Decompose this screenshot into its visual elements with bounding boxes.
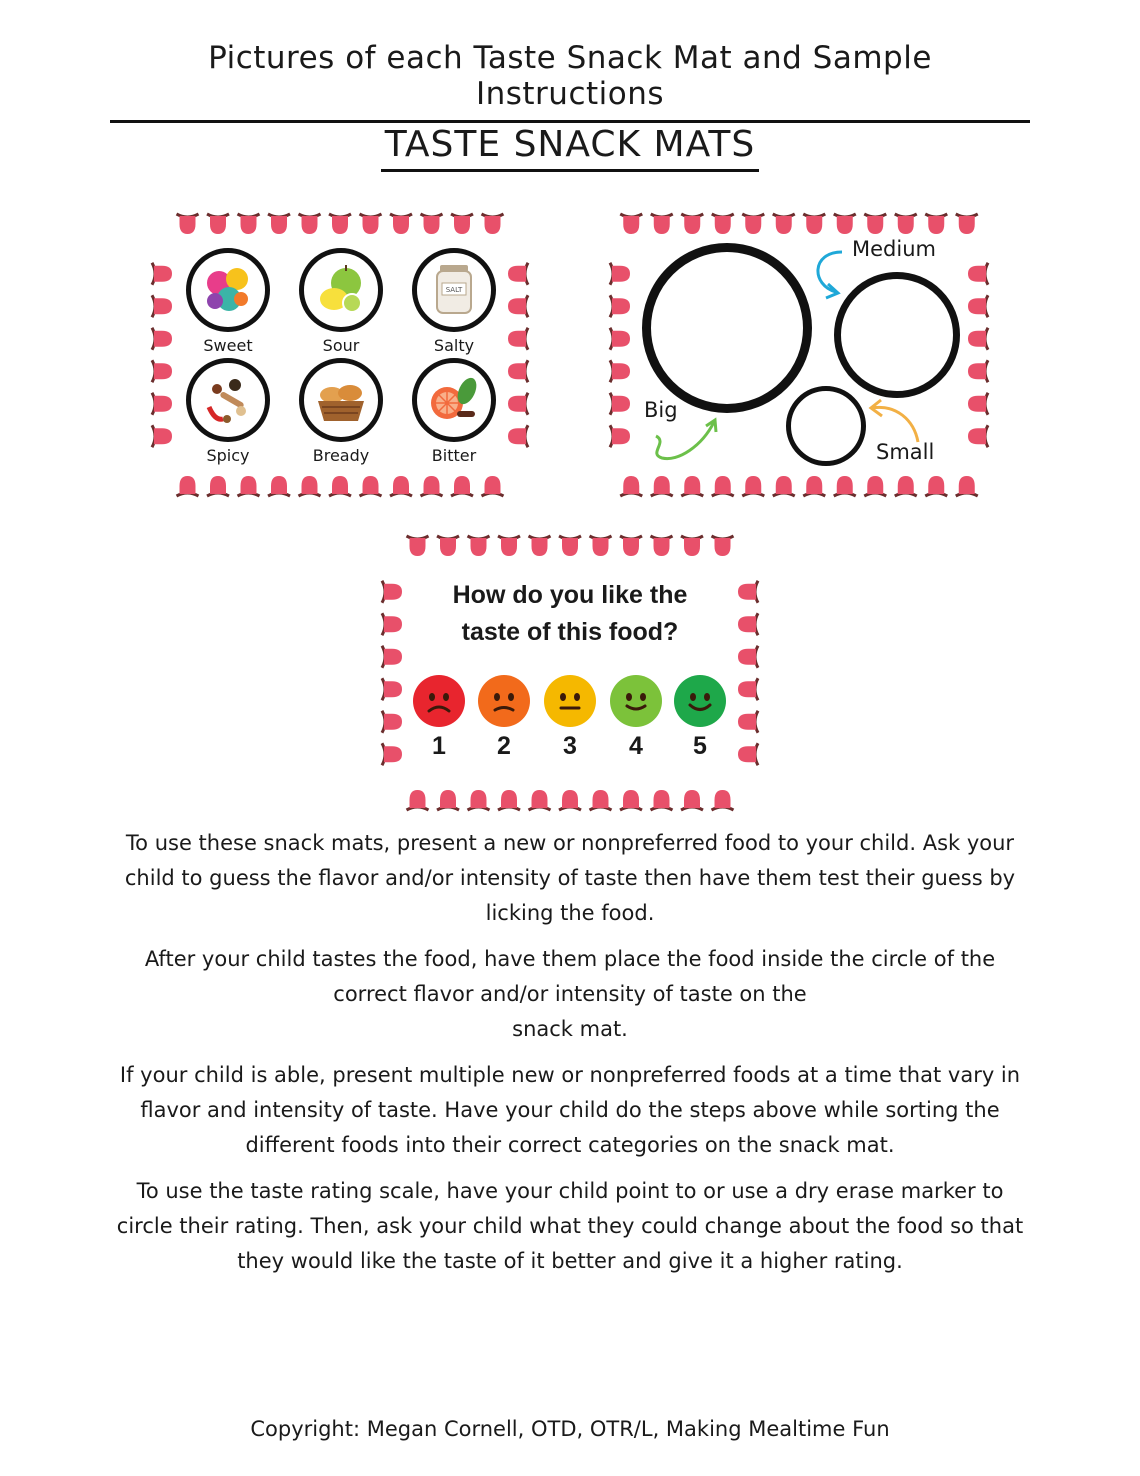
tongue-icon bbox=[485, 476, 501, 494]
tongue-icon bbox=[384, 681, 402, 697]
tongue-icon bbox=[410, 790, 426, 808]
green-arrow-icon bbox=[656, 422, 714, 459]
question-line-1: How do you like the bbox=[452, 581, 688, 609]
tongue-icon bbox=[210, 476, 226, 494]
tongue-icon bbox=[384, 714, 402, 730]
tongue-icon bbox=[424, 476, 440, 494]
question-line-2: taste of this food? bbox=[461, 618, 679, 646]
category-salty bbox=[399, 248, 509, 355]
tongue-icon bbox=[154, 298, 172, 314]
rating-face-2-icon[interactable] bbox=[478, 675, 530, 727]
tongue-icon bbox=[715, 790, 731, 808]
category-bready bbox=[286, 358, 396, 465]
category-label: Sour bbox=[322, 336, 360, 355]
category-bitter bbox=[399, 358, 509, 465]
spices-icon bbox=[186, 358, 270, 442]
rating-number: 1 bbox=[432, 732, 446, 760]
tongue-icon bbox=[508, 298, 526, 314]
tongue-icon bbox=[271, 476, 287, 494]
category-label: Bitter bbox=[431, 446, 477, 465]
rating-number: 5 bbox=[693, 732, 707, 760]
bread-basket-icon bbox=[299, 358, 383, 442]
tongue-icon bbox=[508, 428, 526, 444]
rating-snack-mat bbox=[378, 532, 762, 814]
tongue-icon bbox=[738, 746, 756, 762]
tongue-icon bbox=[393, 476, 409, 494]
tongue-icon bbox=[454, 476, 470, 494]
tongue-icon bbox=[180, 216, 196, 234]
tongue-icon bbox=[393, 216, 409, 234]
tongue-icon bbox=[532, 790, 548, 808]
candy-icon bbox=[186, 248, 270, 332]
arrows-layer bbox=[606, 210, 992, 500]
flavor-snack-mat bbox=[148, 210, 532, 500]
tongue-icon bbox=[593, 538, 609, 556]
tongue-icon bbox=[154, 428, 172, 444]
salt-jar-icon bbox=[412, 248, 496, 332]
rating-number: 4 bbox=[629, 732, 643, 760]
rating-face-1-icon[interactable] bbox=[413, 675, 465, 727]
tongue-icon bbox=[154, 363, 172, 379]
tongue-icon bbox=[485, 216, 501, 234]
tongue-icon bbox=[384, 746, 402, 762]
tongue-icon bbox=[424, 216, 440, 234]
tongue-icon bbox=[302, 476, 318, 494]
category-spicy bbox=[173, 358, 283, 465]
tongue-icon bbox=[508, 331, 526, 347]
tongue-icon bbox=[271, 216, 287, 234]
tongue-icon bbox=[654, 790, 670, 808]
salt-jar-label: SALT bbox=[445, 286, 463, 294]
rating-face-4-icon[interactable] bbox=[610, 675, 662, 727]
rating-question bbox=[378, 577, 762, 651]
tongue-icon bbox=[501, 538, 517, 556]
category-label: Spicy bbox=[206, 446, 250, 465]
tongue-icon bbox=[623, 538, 639, 556]
page-title: Pictures of each Taste Snack Mat and Sample Instructions bbox=[208, 40, 932, 112]
tongue-icon bbox=[241, 476, 257, 494]
tongue-icon bbox=[471, 538, 487, 556]
tongue-icon bbox=[684, 538, 700, 556]
copyright: Copyright: Megan Cornell, OTD, OTR/L, Making Mealtime Fun bbox=[250, 1417, 890, 1441]
title-underline bbox=[110, 120, 1030, 123]
tongue-icon bbox=[180, 476, 196, 494]
tongue-icon bbox=[154, 266, 172, 282]
instruction-paragraph-2a: After your child tastes the food, have them place the food inside the circle of the correct flavor and/or intensity of taste on the bbox=[144, 947, 996, 1006]
tongue-icon bbox=[332, 476, 348, 494]
tongue-icon bbox=[410, 538, 426, 556]
tongue-icon bbox=[302, 216, 318, 234]
category-label: Salty bbox=[433, 336, 475, 355]
tongue-icon bbox=[684, 790, 700, 808]
instruction-paragraph-3: If your child is able, present multiple new or nonpreferred foods at a time that vary in flavor and intensity of taste. Have your child do the steps above while sorting the different foods into their correct categories on the snack mat. bbox=[119, 1063, 1021, 1157]
small-label: Small bbox=[876, 440, 935, 464]
tongue-icon bbox=[562, 790, 578, 808]
tongue-icon bbox=[363, 476, 379, 494]
rating-number: 2 bbox=[497, 732, 511, 760]
tongue-icon bbox=[154, 331, 172, 347]
category-sour bbox=[286, 248, 396, 355]
tongue-icon bbox=[241, 216, 257, 234]
tongue-icon bbox=[471, 790, 487, 808]
tongue-icon bbox=[454, 216, 470, 234]
tongue-icon bbox=[332, 216, 348, 234]
tongue-icon bbox=[501, 790, 517, 808]
section-title-wrap bbox=[0, 124, 1140, 172]
tongue-icon bbox=[738, 649, 756, 665]
rating-face-3-icon[interactable] bbox=[544, 675, 596, 727]
tongue-icon bbox=[738, 681, 756, 697]
tongue-icon bbox=[154, 396, 172, 412]
tongue-icon bbox=[532, 538, 548, 556]
category-label: Bready bbox=[312, 446, 370, 465]
big-label: Big bbox=[644, 398, 678, 422]
category-sweet bbox=[173, 248, 283, 355]
instruction-paragraph-2 bbox=[110, 942, 1030, 1047]
rating-number: 3 bbox=[563, 732, 577, 760]
page-header bbox=[110, 40, 1030, 123]
grapefruit-icon bbox=[412, 358, 496, 442]
instruction-paragraph-1: To use these snack mats, present a new or nonpreferred food to your child. Ask your child to guess the flavor and/or intensity of taste then have them test their guess by licking the food. bbox=[124, 831, 1016, 925]
tongue-icon bbox=[562, 538, 578, 556]
medium-label: Medium bbox=[852, 237, 936, 261]
tongue-icon bbox=[738, 714, 756, 730]
tongue-icon bbox=[440, 538, 456, 556]
lemon-apple-icon bbox=[299, 248, 383, 332]
tongue-icon bbox=[210, 216, 226, 234]
section-title: TASTE SNACK MATS bbox=[381, 124, 760, 172]
tongue-icon bbox=[384, 649, 402, 665]
instructions bbox=[110, 826, 1030, 1290]
tongue-icon bbox=[623, 790, 639, 808]
tongue-icon bbox=[363, 216, 379, 234]
tongue-icon bbox=[508, 396, 526, 412]
tongue-icon bbox=[654, 538, 670, 556]
tongue-icon bbox=[715, 538, 731, 556]
intensity-snack-mat bbox=[606, 210, 992, 500]
tongue-icon bbox=[508, 363, 526, 379]
tongue-icon bbox=[440, 790, 456, 808]
category-label: Sweet bbox=[203, 336, 253, 355]
instruction-paragraph-2b: snack mat. bbox=[512, 1017, 628, 1041]
rating-face-5-icon[interactable] bbox=[674, 675, 726, 727]
tongue-icon bbox=[593, 790, 609, 808]
tongue-icon bbox=[508, 266, 526, 282]
instruction-paragraph-4: To use the taste rating scale, have your child point to or use a dry erase marker to circle their rating. Then, ask your child what they could change about the food so that they would like the taste of it better and give it a higher rating. bbox=[116, 1179, 1024, 1273]
